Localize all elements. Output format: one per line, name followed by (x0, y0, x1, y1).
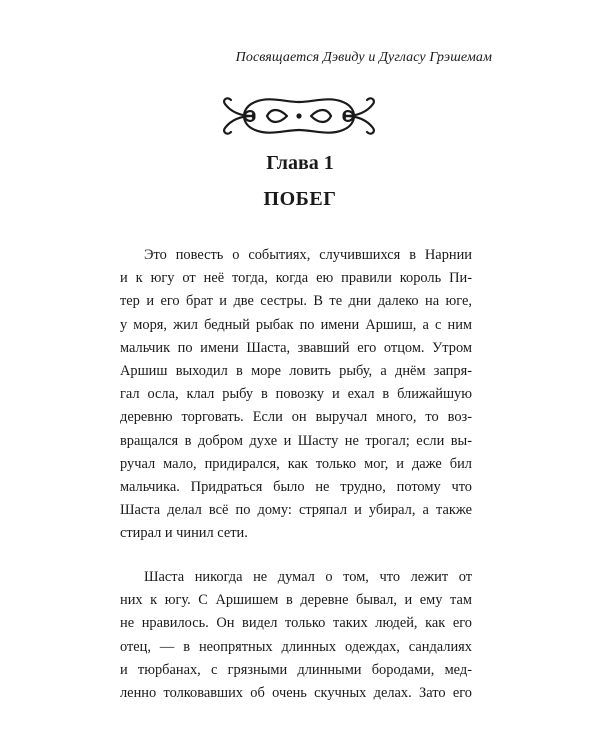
text-line: отец, — в неопрятных длинных одеждах, сандалиях (120, 638, 472, 655)
text-line: мальчик по имени Шаста, звавший его отцом. Утром (120, 339, 472, 356)
text-line: ленно толковавших об очень скучных делах. Зато его (120, 685, 472, 702)
chapter-number: Глава 1 (266, 152, 334, 174)
text-line: Аршиш выходил в море ловить рыбу, а днём запря- (120, 363, 472, 380)
text-line: Это повесть о событиях, случившихся в Нарнии (144, 247, 472, 263)
text-line: тер и его брат и две сестры. В те дни далеко на юге, (120, 293, 472, 310)
text-line: Шаста никогда не думал о том, что лежит от (144, 569, 472, 585)
paragraph-1 (120, 244, 472, 546)
text-line: и к югу от неё тогда, когда ею правили король Пи- (120, 270, 472, 287)
text-line: ручал мало, придирался, как только мог, и даже бил (120, 455, 472, 472)
text-line: Шаста делал всё по дому: стряпал и убирал, а также (120, 502, 472, 519)
ornament-flourish-icon (219, 92, 379, 140)
dedication: Посвящается Дэвиду и Дугласу Грэшемам (235, 50, 492, 65)
chapter-title: ПОБЕГ (263, 188, 337, 210)
paragraph-2 (120, 566, 472, 705)
text-line: гал осла, клал рыбу в повозку и ехал в ближайшую (120, 386, 472, 403)
text-line: стирал и чинил сети. (120, 525, 248, 542)
text-line: деревню торговать. Если он выручал много, то воз- (120, 409, 472, 426)
text-line: у моря, жил бедный рыбак по имени Аршиш, а с ним (120, 316, 472, 333)
text-line: вращался в добром духе и Шасту не трогал; если вы- (120, 432, 472, 449)
text-line: и тюрбанах, с грязными длинными бородами, мед- (120, 661, 472, 678)
text-line: не нравилось. Он видел только таких людей, как его (120, 615, 472, 632)
text-line: них к югу. С Аршишем в деревне бывал, и ему там (120, 592, 472, 609)
text-line: мальчика. Придраться было не трудно, потому что (120, 479, 472, 496)
